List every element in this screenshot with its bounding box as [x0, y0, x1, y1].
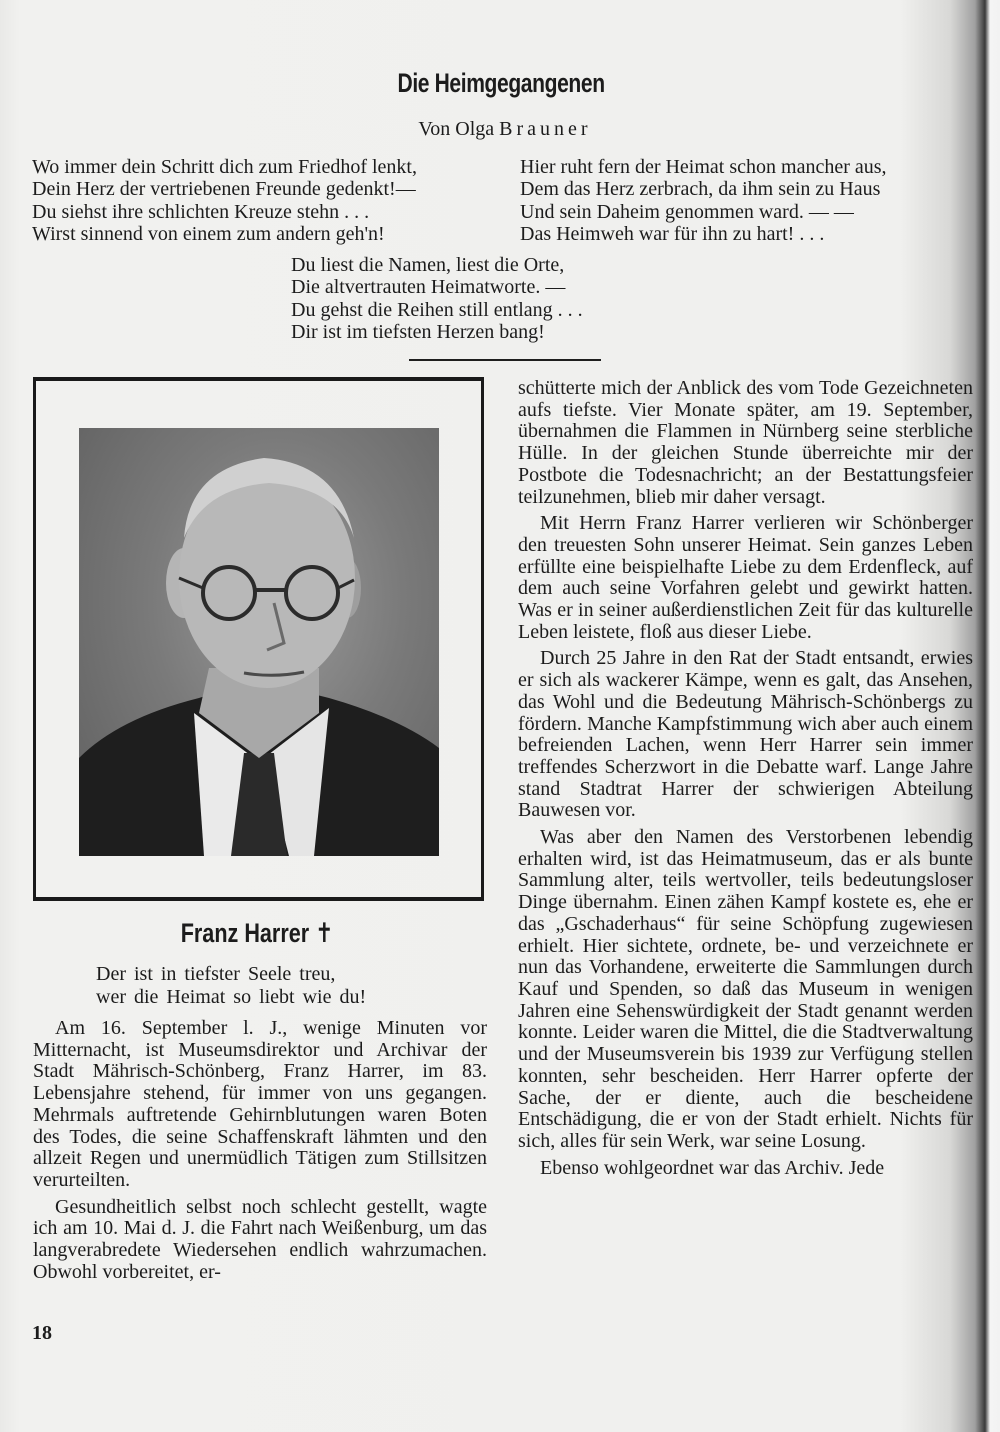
cross-icon: ✝: [315, 918, 334, 948]
page-number: 18: [32, 1322, 52, 1344]
poem-line: Dein Herz der vertriebenen Freunde gedenkt!—: [32, 178, 416, 201]
poem-line: Das Heimweh war für ihn zu hart! . . .: [520, 222, 825, 245]
poem-line: Du liest die Namen, liest die Orte,: [291, 254, 565, 276]
article-column-right: [518, 378, 973, 1184]
portrait-photo: [79, 428, 439, 856]
poem-line: Dir ist im tiefsten Herzen bang!: [291, 320, 545, 343]
poem-line: Du siehst ihre schlichten Kreuze stehn . . .: [32, 200, 370, 223]
article-paragraph: Durch 25 Jahre in den Rat der Stadt entsandt, erwies er sich als wackerer Kämpe, wenn es galt, das Ansehen, das Wohl und die Bedeutung Mährisch-Schönbergs zu fördern. Manche Kampfstimmung wich aber auch einem befreienden Lachen, wenn Herr Harrer sein immer treffendes Scherzwort in die Debatte warf. Lange Jahre stand Stadtrat Harrer der schwierigen Abteilung Bauwesen vor.: [518, 647, 973, 822]
article-paragraph: Ebenso wohlgeordnet war das Archiv. Jede: [540, 1156, 885, 1179]
obituary-name: Franz Harrer: [180, 918, 310, 948]
motto-line: Der ist in tiefster Seele treu,: [96, 963, 336, 985]
poem-stanza-right: [520, 156, 887, 245]
motto-line: wer die Heimat so liebt wie du!: [96, 985, 367, 1008]
poem-line: Du gehst die Reihen still entlang . . .: [291, 298, 583, 321]
byline-prefix: Von Olga: [418, 118, 495, 140]
poem-line: Und sein Daheim genommen ward. — —: [520, 200, 854, 223]
section-divider: [409, 359, 601, 361]
article-paragraph: schütterte mich der Anblick des vom Tode Gezeichneten aufs tiefste. Vier Monate später, am 19. September, übernahmen die Flammen in Nürnberg seine sterbliche Hülle. In der gleichen Stunde überreichte mir der Postbote die Todesnachricht; an der Bestattungsfeier teilzunehmen, blieb mir daher versagt.: [518, 378, 973, 508]
poem-line: Die altvertrauten Heimatworte. —: [291, 276, 566, 299]
poem-stanza-center: [291, 254, 583, 343]
article-paragraph: Am 16. September l. J., wenige Minuten vor Mitternacht, ist Museumsdirektor und Archivar der Stadt Mährisch-Schönberg, Franz Harrer, im 83. Lebensjahre stehend, für immer von uns gegangen. Mehrmals auftretende Gehirnblutungen waren Boten des Todes, die seine Schaffenskraft lähmten und den allzeit Regen und unermüdlich Tätigen zum Stillsitzen verurteilten.: [33, 1017, 487, 1191]
byline-author: Brauner: [499, 118, 592, 140]
portrait-illustration: [79, 428, 439, 856]
poem-line: Hier ruht fern der Heimat schon mancher aus,: [520, 156, 887, 178]
poem-line: Wirst sinnend von einem zum andern geh'n!: [32, 222, 385, 245]
poem-stanza-left: [32, 156, 417, 245]
article-paragraph: Mit Herrn Franz Harrer verlieren wir Schönberger den treuesten Sohn unserer Heimat. Sein ganzes Leben erfüllte eine beispielhafte Liebe zu dem Erdenfleck, auf dem auch seine Vorfahren gelebt und gewirkt hatten. Was er in seiner außerdienstlichen Zeit für das kulturelle Leben leistete, floß aus dieser Liebe.: [518, 512, 973, 643]
obituary-motto: [96, 963, 366, 1008]
article-column-left: [33, 1018, 487, 1288]
poem-line: Wo immer dein Schritt dich zum Friedhof lenkt,: [32, 156, 417, 178]
obituary-title: [51, 918, 462, 949]
poem-byline: [0, 118, 1000, 141]
poem-title: Die Heimgegangenen: [397, 68, 605, 98]
article-paragraph: Gesundheitlich selbst noch schlecht gestellt, wagte ich am 10. Mai d. J. die Fahrt nach Weißenburg, um das langverabredete Wiedersehen endlich wahrzumachen. Obwohl vorbereitet, er-: [33, 1195, 487, 1283]
poem-line: Dem das Herz zerbrach, da ihm sein zu Haus: [520, 178, 881, 201]
article-paragraph: Was aber den Namen des Verstorbenen lebendig erhalten wird, ist das Heimatmuseum, das er als bunte Sammlung alter, teils wertvoller, teils bedeutungsloser Dinge übernahm. Einen zähen Kampf kostete es, ehe er das „Gschaderhaus“ für seine Schöpfung zugewiesen erhielt. Hier sichtete, ordnete, be- und verzeichnete er nun das Vorhandene, erweiterte die Sammlungen durch Kauf und Spenden, so daß das Museum in wenigen Jahren eine Sehenswürdigkeit der Stadt genannt werden konnte. Leider waren die Mittel, die die Stadtverwaltung und der Museumsverein bis 1939 zur Verfügung stellen konnten, sehr bescheiden. Herr Harrer opferte der Sache, der er diente, auch die bescheidene Entschädigung, die er von der Stadt erhielt. Nichts für sich, alles für sein Werk, war seine Losung.: [518, 826, 973, 1152]
